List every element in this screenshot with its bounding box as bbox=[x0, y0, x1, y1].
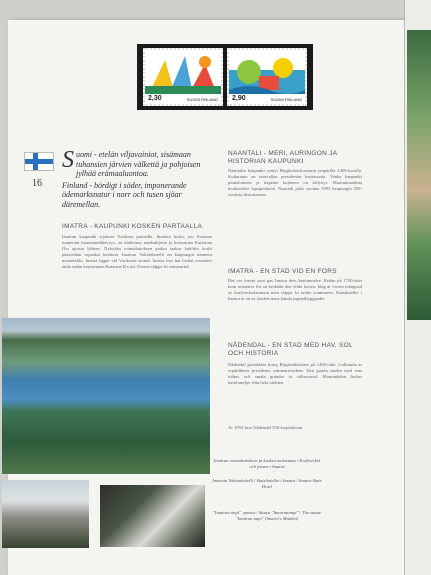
drop-cap: S bbox=[62, 147, 74, 173]
nadendal-body: Nådendal grundades kring Birgittinklostret på 1400-talet. Gullranda är republikens presidents sommarresidens. Den gamla staden med sina trähus och smala gränder är välbevarad. Mumindalen lockar barnfamiljer från hela världen. bbox=[228, 362, 362, 385]
nadendal-heading: NÅDENDAL - EN STAD MED HAV, SOL OCH HISTORIA bbox=[228, 342, 353, 357]
stamp-naantali bbox=[227, 48, 307, 106]
imatra-sv-body: Det var forsen som gav Imatra dess berömmelse. Redan på 1700-talet kom resenärer för att beskåda den vilda forsen. Idag är forsen inhägnad av kraftverksdammen men släpps fri under sommaren. Statshotellet i Imatra är en av landets mest kända jugendbyggnader. bbox=[228, 278, 362, 301]
state-hotel-photo bbox=[2, 480, 89, 548]
stamp-value: 2,90 bbox=[232, 95, 246, 102]
statue-photo bbox=[100, 485, 205, 547]
finnish-flag-icon bbox=[24, 152, 54, 171]
stamp-country: SUOMI FINLAND bbox=[270, 97, 302, 102]
caption-2: Imatran Valtionhotelli / Statshotellet i Imatra / Imatra State Hotel bbox=[212, 478, 322, 489]
intro-finnish: uomi - etelän viljavainiot, sisämaan tuhansien järvien välkettä ja pohjoisen jylhää erämaaluontoa. bbox=[76, 150, 201, 178]
intro-text bbox=[62, 147, 212, 211]
crowd-photo bbox=[407, 30, 431, 320]
imatra-body: Imatran kaupunki sijaitsee Vuoksen partaalla. Imatran koski, tuo Suomen tunnetuin luonnonnähtävyys, on kiehtonut matkailijoita jo keisarinna Katariina II:n ajoista lähtien. Nykyään voimalaitoksen padon taakse kahlittu koski päästetään vapaaksi kesäisin. Imatran Valtionhotelli on kaupungin tunnettu maamerkki. Imatra ligger vid Vuoksens strand. Imatra fors har lockat resenärer ända sedan kejsarinnan Katarina II:s tid. Forsen släpps fri sommartid. bbox=[62, 234, 212, 269]
naantali-body: Naantalin kaupunki syntyi Birgittalaisluostarin ympärille 1400-luvulla. Kultaranta on tasavallan presidentin kesäasunto. Vanha kaupunki puutaloineen ja kapeine kujineen on säilynyt. Muumimaailma houkuttelee lapsiperheitä. Naantali juhli vuonna 1993 kaupungin 550-vuotista historiaansa. bbox=[228, 168, 362, 197]
caption-1: Imatran voimalaitoksen ja kosken maisemaa / Kraftverket och forsen i Imatra bbox=[213, 458, 321, 469]
naantali-heading: NAANTALI - MERI, AURINGON JA HISTORIAN KAUPUNKI bbox=[228, 150, 338, 165]
aerial-lake-photo bbox=[2, 318, 210, 474]
imatra-heading: IMATRA - KAUPUNKI KOSKEN PARTAALLA bbox=[62, 223, 203, 230]
stamp-imatra bbox=[143, 48, 223, 106]
imatra-sv-heading: IMATRA - EN STAD VID EN FORS bbox=[228, 268, 337, 275]
stamp-mount bbox=[137, 44, 313, 110]
nadendal-closing: År 1993 firar Nådendal 550-årsjubileum. bbox=[228, 425, 304, 430]
stamp-value: 2,30 bbox=[148, 95, 162, 102]
facing-page bbox=[404, 0, 431, 575]
page-number: 16 bbox=[32, 178, 42, 189]
stamp-country: SUOMI FINLAND bbox=[186, 97, 218, 102]
intro-swedish: Finland - bördigt i söder, imponerande ödemarksnatur i norr och tusen sjöar däremellan. bbox=[62, 180, 187, 209]
caption-3: "Imatran impi" -patsas / Statyn "Imatranimpi" / The statue "Imatran impi" (Imatra's Maiden) bbox=[212, 510, 321, 521]
